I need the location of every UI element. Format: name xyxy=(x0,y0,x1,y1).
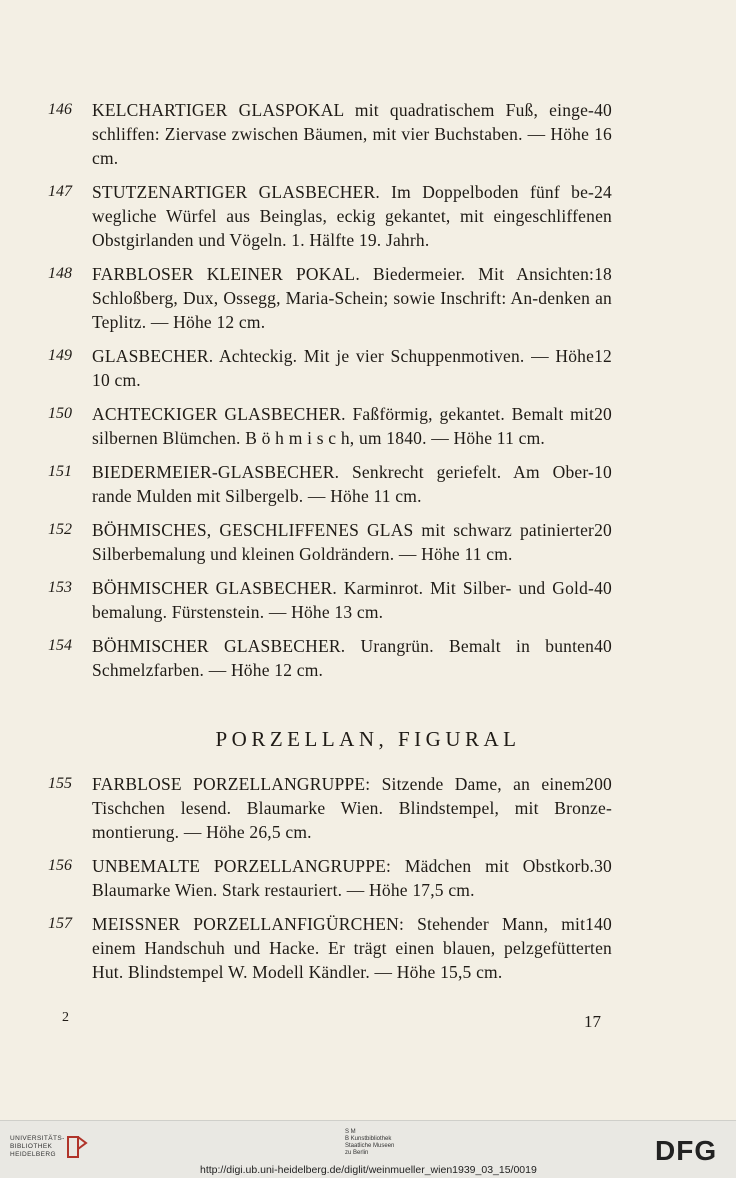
lot-price: 40 xyxy=(594,578,612,598)
lot-price: 12 xyxy=(594,346,612,366)
lot-description xyxy=(92,912,612,984)
lot-text: MEISSNER PORZELLANFIGÜRCHEN: Stehender Mann, mit einem Handschuh und Hacke. Er trägt einen blauen, pelzgefütterten Hut. Blindstempel W. Modell Kändler. — Höhe 15,5 cm. xyxy=(92,914,612,982)
lot-price: 200 xyxy=(585,774,612,794)
entries-porcelain xyxy=(48,772,612,994)
catalog-entry xyxy=(48,262,612,334)
lot-text: UNBEMALTE PORZELLANGRUPPE: Mädchen mit Obstkorb. Blaumarke Wien. Stark restauriert. — Höhe 17,5 cm. xyxy=(92,856,595,900)
lot-text: FARBLOSER KLEINER POKAL. Biedermeier. Mit Ansichten: Schloßberg, Dux, Ossegg, Maria-Schein; sowie Inschrift: An-denken an Teplitz. — Höhe 12 cm. xyxy=(92,264,612,332)
lot-number: 151 xyxy=(48,463,72,480)
lot-price: 30 xyxy=(594,856,612,876)
catalog-entry xyxy=(48,634,612,682)
smb-line-3: Staatliche Museen xyxy=(345,1143,395,1149)
lot-description xyxy=(92,402,612,450)
uni-line-1: UNIVERSITÄTS- xyxy=(10,1135,65,1142)
lot-text: FARBLOSE PORZELLANGRUPPE: Sitzende Dame, an einem Tischchen lesend. Blaumarke Wien. Blindstempel, mit Bronze-montierung. — Höhe 26,5 cm. xyxy=(92,774,612,842)
catalog-entry xyxy=(48,344,612,392)
lot-number: 147 xyxy=(48,183,72,200)
lot-number: 152 xyxy=(48,521,72,538)
catalog-entry xyxy=(48,772,612,844)
lot-text: KELCHARTIGER GLASPOKAL mit quadratischem Fuß, einge-schliffen: Ziervase zwischen Bäumen, mit vier Buchstaben. — Höhe 16 cm. xyxy=(92,100,612,168)
lot-number: 150 xyxy=(48,405,72,422)
lot-price: 24 xyxy=(594,182,612,202)
page-number: 17 xyxy=(584,1012,601,1031)
lot-number: 157 xyxy=(48,915,72,932)
lot-price: 40 xyxy=(594,100,612,120)
lot-price: 10 xyxy=(594,462,612,482)
lot-description xyxy=(92,576,612,624)
lot-number: 156 xyxy=(48,857,72,874)
lot-description xyxy=(92,262,612,334)
uni-line-3: HEIDELBERG xyxy=(10,1151,56,1158)
lot-description xyxy=(92,180,612,252)
catalog-entry xyxy=(48,912,612,984)
smb-line-1: S M xyxy=(345,1129,356,1135)
lot-number: 153 xyxy=(48,579,72,596)
lot-text: BÖHMISCHER GLASBECHER. Urangrün. Bemalt in bunten Schmelzfarben. — Höhe 12 cm. xyxy=(92,636,595,680)
lot-price: 18 xyxy=(594,264,612,284)
smb-logo-text[interactable] xyxy=(345,1129,394,1157)
catalog-entry xyxy=(48,402,612,450)
source-url[interactable]: http://digi.ub.uni-heidelberg.de/diglit/weinmueller_wien1939_03_15/0019 xyxy=(200,1164,537,1176)
lot-price: 20 xyxy=(594,404,612,424)
university-library-logo-text[interactable] xyxy=(10,1135,65,1159)
entries-glass xyxy=(48,98,612,692)
lot-text: ACHTECKIGER GLASBECHER. Faßförmig, gekantet. Bemalt mit silbernen Blümchen. B ö h m i s c h, um 1840. — Höhe 11 cm. xyxy=(92,404,595,448)
lot-text: BÖHMISCHES, GESCHLIFFENES GLAS mit schwarz patinierter Silberbemalung und kleinen Goldrändern. — Höhe 11 cm. xyxy=(92,520,595,564)
catalog-entry xyxy=(48,180,612,252)
signature-mark: 2 xyxy=(62,1010,69,1025)
catalog-entry xyxy=(48,854,612,902)
lot-number: 154 xyxy=(48,637,72,654)
uni-line-2: BIBLIOTHEK xyxy=(10,1143,53,1150)
lot-text: BIEDERMEIER-GLASBECHER. Senkrecht geriefelt. Am Ober-rande Mulden mit Silbergelb. — Höhe 11 cm. xyxy=(92,462,595,506)
catalog-entry xyxy=(48,460,612,508)
lot-description xyxy=(92,344,612,392)
lot-price: 40 xyxy=(594,636,612,656)
lot-text: STUTZENARTIGER GLASBECHER. Im Doppelboden fünf be-wegliche Würfel aus Beinglas, eckig gekantet, mit eingeschliffenen Obstgirlanden und Vögeln. 1. Hälfte 19. Jahrh. xyxy=(92,182,612,250)
section-title: PORZELLAN, FIGURAL xyxy=(215,727,521,751)
lot-number: 155 xyxy=(48,775,72,792)
lot-description xyxy=(92,772,612,844)
smb-line-2: B Kunstbibliothek xyxy=(345,1136,392,1142)
lot-description xyxy=(92,634,612,682)
lot-number: 149 xyxy=(48,347,72,364)
lot-description xyxy=(92,518,612,566)
catalog-entry xyxy=(48,98,612,170)
lot-description xyxy=(92,460,612,508)
lot-text: GLASBECHER. Achteckig. Mit je vier Schuppenmotiven. — Höhe 10 cm. xyxy=(92,346,595,390)
catalog-entry xyxy=(48,518,612,566)
lot-number: 148 xyxy=(48,265,72,282)
lot-price: 140 xyxy=(585,914,612,934)
lot-description xyxy=(92,854,612,902)
lot-price: 20 xyxy=(594,520,612,540)
lot-text: BÖHMISCHER GLASBECHER. Karminrot. Mit Silber- und Gold-bemalung. Fürstenstein. — Höhe 13 cm. xyxy=(92,578,595,622)
dfg-logo[interactable]: DFG xyxy=(655,1135,718,1166)
catalog-entry xyxy=(48,576,612,624)
university-seal-icon xyxy=(64,1133,90,1161)
lot-number: 146 xyxy=(48,101,72,118)
lot-description xyxy=(92,98,612,170)
smb-line-4: zu Berlin xyxy=(345,1150,369,1156)
